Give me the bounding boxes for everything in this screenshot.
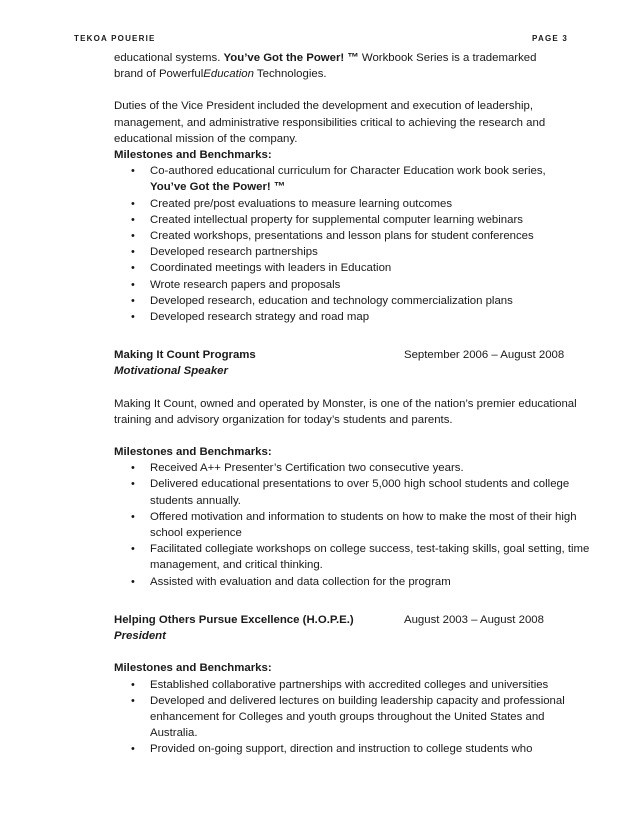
list-item: • Wrote research papers and proposals <box>114 277 594 293</box>
list-item: • Facilitated collegiate workshops on college success, test-taking skills, goal setting, time management, and critical thinking. <box>114 541 594 573</box>
list-item: • Developed research partnerships <box>114 244 594 260</box>
job-title: President <box>114 630 166 643</box>
list-item: • Developed and delivered lectures on building leadership capacity and professional enhancement for Colleges and youth groups throughout the United States and Australia. <box>114 693 594 742</box>
job-organization: Making It Count Programs <box>114 349 256 362</box>
list-item: • Established collaborative partnerships with accredited colleges and universities <box>114 677 594 693</box>
job-organization: Helping Others Pursue Excellence (H.O.P.E.) <box>114 613 354 626</box>
product-name: You’ve Got the Power! ™ <box>223 52 359 64</box>
intro-line-1: educational systems. You’ve Got the Power! ™ Workbook Series is a trademarked <box>114 52 537 64</box>
milestones-list <box>114 460 594 590</box>
job-title: Motivational Speaker <box>114 365 228 378</box>
milestones-list <box>114 163 594 325</box>
list-item: • Coordinated meetings with leaders in Education <box>114 260 594 276</box>
list-item: • Offered motivation and information to students on how to make the most of their high school experience <box>114 509 594 541</box>
milestones-heading: Milestones and Benchmarks: <box>114 149 272 162</box>
milestones-heading: Milestones and Benchmarks: <box>114 446 272 459</box>
milestones-heading: Milestones and Benchmarks: <box>114 662 272 675</box>
resume-body <box>114 50 594 758</box>
list-item: • Co-authored educational curriculum for Character Education work book series, You’ve Got the Power! ™ <box>114 163 594 195</box>
list-item: • Assisted with evaluation and data collection for the program <box>114 574 594 590</box>
job-heading <box>114 612 594 628</box>
milestones-list <box>114 677 594 758</box>
job-heading <box>114 347 594 363</box>
duties-paragraph: Duties of the Vice President included the development and execution of leadership, management, and administrative responsibilities critical to achieving the research and educational mission of the company. <box>114 100 546 145</box>
intro-line-2: brand of PowerfulEducation Technologies. <box>114 68 327 81</box>
list-item: • Provided on-going support, direction and instruction to college students who <box>114 741 594 757</box>
list-item: • Received A++ Presenter’s Certification two consecutive years. <box>114 460 594 476</box>
job-description: Making It Count, owned and operated by Monster, is one of the nation’s premier educational training and advisory organization for today’s students and parents. <box>114 397 577 426</box>
list-item: • Developed research strategy and road map <box>114 309 594 325</box>
list-item: • Developed research, education and technology commercialization plans <box>114 293 594 309</box>
header-name: TEKOA POUERIE <box>74 34 156 43</box>
header-page-number: PAGE 3 <box>532 34 568 43</box>
list-item: • Created intellectual property for supplemental computer learning webinars <box>114 212 594 228</box>
list-item: • Delivered educational presentations to over 5,000 high school students and college students annually. <box>114 476 594 508</box>
job-dates: August 2003 – August 2008 <box>404 613 544 626</box>
page-header <box>74 34 568 43</box>
list-item: • Created pre/post evaluations to measure learning outcomes <box>114 196 594 212</box>
job-dates: September 2006 – August 2008 <box>404 349 565 362</box>
list-item: • Created workshops, presentations and lesson plans for student conferences <box>114 228 594 244</box>
